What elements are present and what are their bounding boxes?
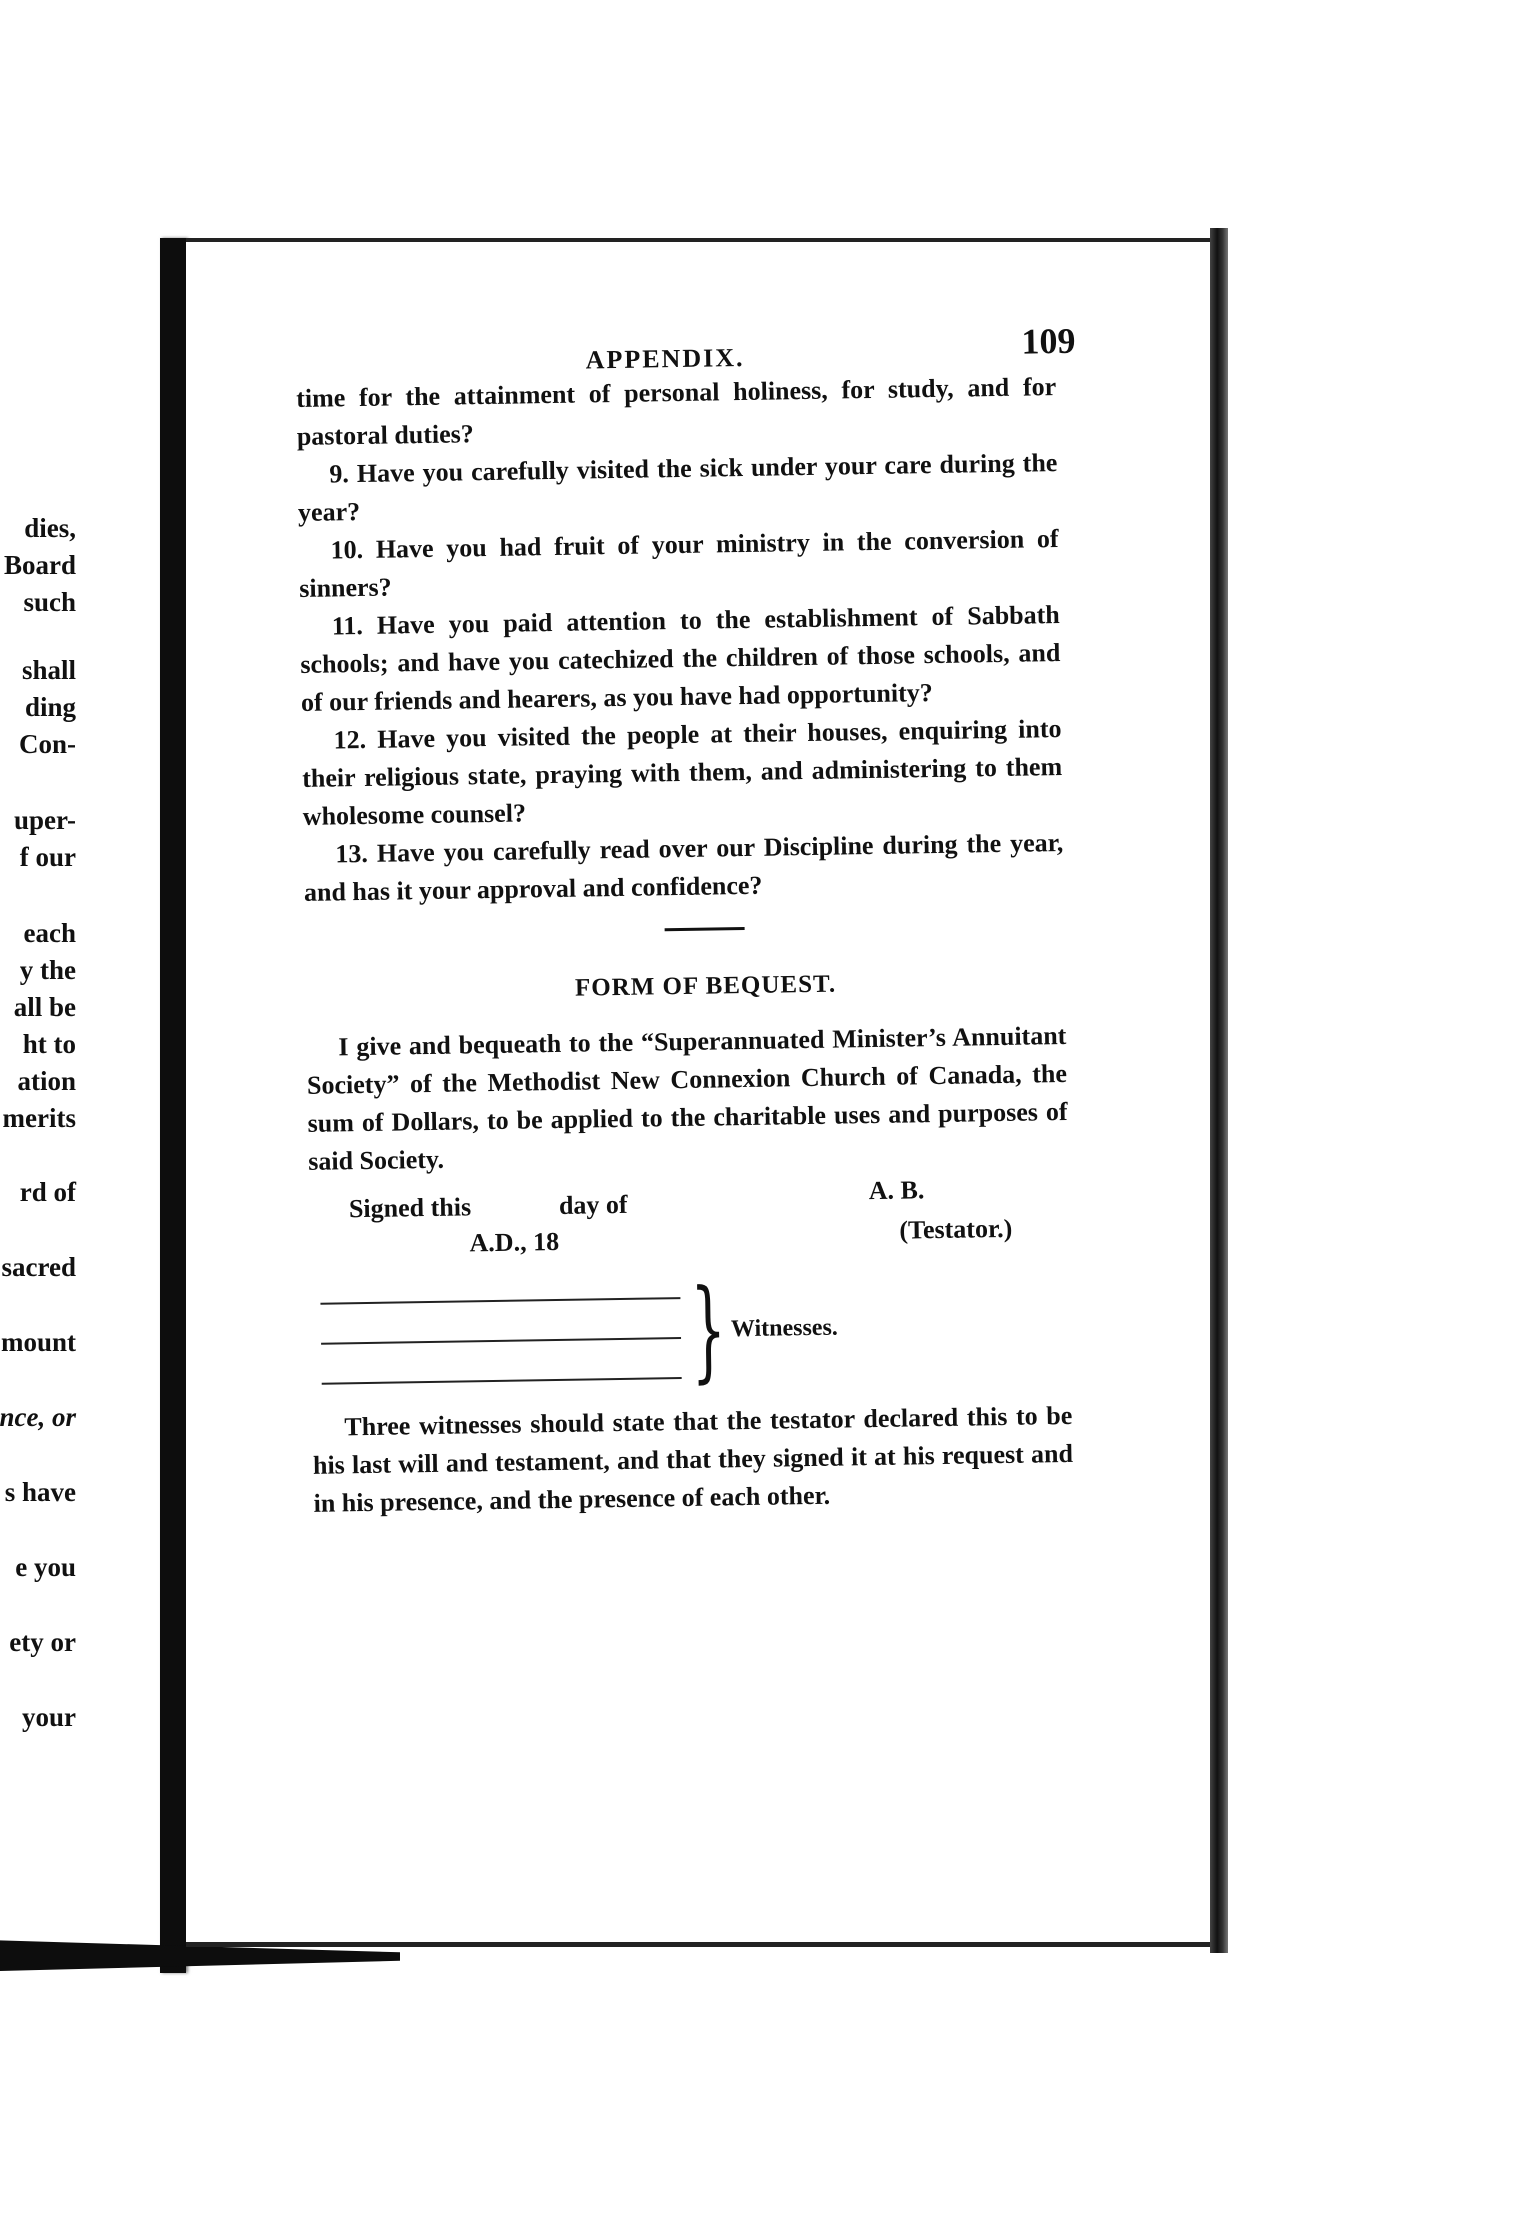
left-fragment: your [22,1702,76,1732]
page-number: 109 [1021,320,1076,362]
left-fragment: f our [19,842,76,872]
questions-section [296,368,1064,912]
left-fragment: sacred [1,1252,76,1282]
testator-initials: A. B. [868,1175,925,1206]
witness-signature-line [321,1337,681,1345]
left-page-fragment [0,230,160,1940]
left-fragment: mount [0,1327,76,1357]
left-fragment: shall [21,655,76,685]
witness-block [310,1265,1072,1409]
question-item: 11. Have you paid attention to the establishment of Sabbath schools; and have you catechized the children of those schools, and of our friends and hearers, as you have had opportunity? [300,600,1061,717]
day-of-label: day of [558,1189,628,1220]
signed-this-label: Signed this [348,1192,472,1224]
question-item: 9. Have you carefully visited the sick under your care during the year? [297,448,1058,527]
witness-signature-line [320,1297,680,1305]
left-fragment: ht to [22,1029,76,1059]
page-content [295,308,1074,1523]
left-fragment: e you [15,1552,76,1582]
witness-brace: } [689,1265,727,1394]
left-fragment: ding [24,692,76,722]
section-divider [665,927,745,931]
left-fragment: uper- [14,805,76,835]
left-fragment: each [23,918,76,948]
left-fragment: Board [3,550,76,580]
bequest-text: I give and bequeath to the “Superannuated Minister’s Annuitant Society” of the Methodist New Connexion Church of Canada, the sum of Dollars, to be applied to the charitable uses and purposes of said Society. [306,1020,1068,1176]
witness-note [312,1397,1074,1523]
witness-note-text: Three witnesses should state that the testator declared this to be his last will and testament, and that they signed it at his request and in his presence, and the presence of each other. [312,1400,1074,1518]
left-fragment: ety or [9,1627,76,1657]
left-fragment: y the [19,955,76,985]
ad-year-label: A.D., 18 [469,1226,560,1258]
testator-label: (Testator.) [899,1213,1013,1245]
book-spine [160,238,186,1973]
witnesses-label: Witnesses. [730,1314,839,1343]
question-item: 13. Have you carefully read over our Discipline during the year, and has it your approval and confidence? [303,827,1064,907]
question-item: 10. Have you had fruit of your ministry in the conversion of sinners? [298,524,1059,603]
left-fragment: rd of [19,1177,76,1207]
left-fragment: such [23,587,76,617]
left-fragment: all be [13,992,76,1022]
bequest-title: FORM OF BEQUEST. [574,970,837,1002]
running-head [295,308,1076,380]
question-continuation: time for the attainment of personal holiness, for study, and for pastoral duties? [296,372,1057,451]
left-fragment: nce, or [0,1402,76,1432]
question-item: 12. Have you visited the people at their houses, enquiring into their religious state, praying with them, and administering to them wholesome counsel? [301,714,1063,831]
right-page-edge [1210,228,1228,1953]
left-fragment: dies, [24,513,76,543]
left-fragment: ation [17,1066,76,1096]
left-fragment: Con- [18,729,76,759]
left-fragment: merits [2,1103,76,1133]
signature-block [309,1169,1070,1281]
witness-signature-line [322,1377,682,1385]
bequest-form [306,1017,1068,1181]
running-title: APPENDIX. [585,342,745,375]
left-fragment: s have [4,1477,76,1507]
